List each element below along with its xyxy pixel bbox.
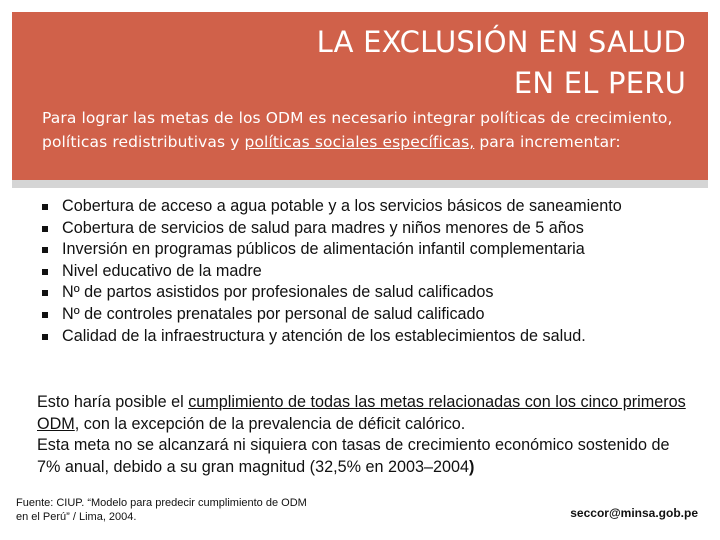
title-banner: [12, 12, 708, 180]
list-item: [40, 261, 680, 283]
list-item-text: Calidad de la infraestructura y atención de los establecimientos de salud.: [62, 326, 586, 345]
banner-shadow-rule: [12, 180, 708, 188]
list-item: [40, 282, 680, 304]
conclusion-text: Esta meta no se alcanzará ni siquiera con tasas de crecimiento económico sostenido de 7% anual, debido a su gran magnitud (32,5% en 2003–2004: [37, 436, 670, 476]
contact-email: seccor@minsa.gob.pe: [570, 506, 698, 520]
conclusion-text: Esto haría posible el: [37, 393, 189, 411]
list-item: [40, 304, 680, 326]
square-bullet-icon: [42, 269, 48, 275]
list-item-text: Cobertura de servicios de salud para madres y niños menores de 5 años: [62, 218, 584, 237]
conclusion-paragraph-1: [37, 392, 687, 435]
intro-paragraph: [42, 106, 692, 154]
square-bullet-icon: [42, 247, 48, 253]
square-bullet-icon: [42, 312, 48, 318]
square-bullet-icon: [42, 290, 48, 296]
title-line-1: LA EXCLUSIÓN EN SALUD: [316, 25, 686, 59]
indicator-list: [40, 196, 680, 347]
list-item-text: Nº de partos asistidos por profesionales de salud calificados: [62, 283, 494, 302]
list-item-text: Nº de controles prenatales por personal de salud calificado: [62, 304, 485, 323]
list-item-text: Cobertura de acceso a agua potable y a los servicios básicos de saneamiento: [62, 197, 622, 215]
list-item: [40, 218, 680, 240]
list-item-text: Inversión en programas públicos de alimentación infantil complementaria: [62, 240, 585, 259]
list-item: [40, 239, 680, 261]
title-line-2: EN EL PERU: [513, 66, 686, 100]
conclusion-block: [37, 392, 687, 478]
closing-parenthesis: ): [469, 457, 475, 476]
list-item: [40, 196, 680, 218]
slide-title: [126, 22, 686, 104]
list-item-text: Nivel educativo de la madre: [62, 261, 262, 280]
intro-text-start: Para lograr las metas de los ODM es necesario integrar políticas de crecimiento, políticas redistributivas y: [42, 109, 673, 151]
square-bullet-icon: [42, 226, 48, 232]
source-line-1: Fuente: CIUP. “Modelo para predecir cumplimiento de ODM: [16, 497, 307, 509]
square-bullet-icon: [42, 334, 48, 340]
list-item: [40, 326, 680, 348]
conclusion-underlined-text: cumplimiento de todas las metas relacionadas con los cinco primeros ODM: [37, 393, 686, 433]
intro-underlined-text: políticas sociales específicas,: [244, 133, 475, 151]
conclusion-paragraph-2: [37, 435, 687, 478]
source-line-2: en el Perú” / Lima, 2004.: [16, 511, 137, 523]
conclusion-text: , con la excepción de la prevalencia de déficit calórico.: [74, 414, 466, 433]
source-citation: [16, 496, 376, 524]
square-bullet-icon: [42, 204, 48, 210]
intro-text-end: para incrementar:: [474, 133, 621, 151]
